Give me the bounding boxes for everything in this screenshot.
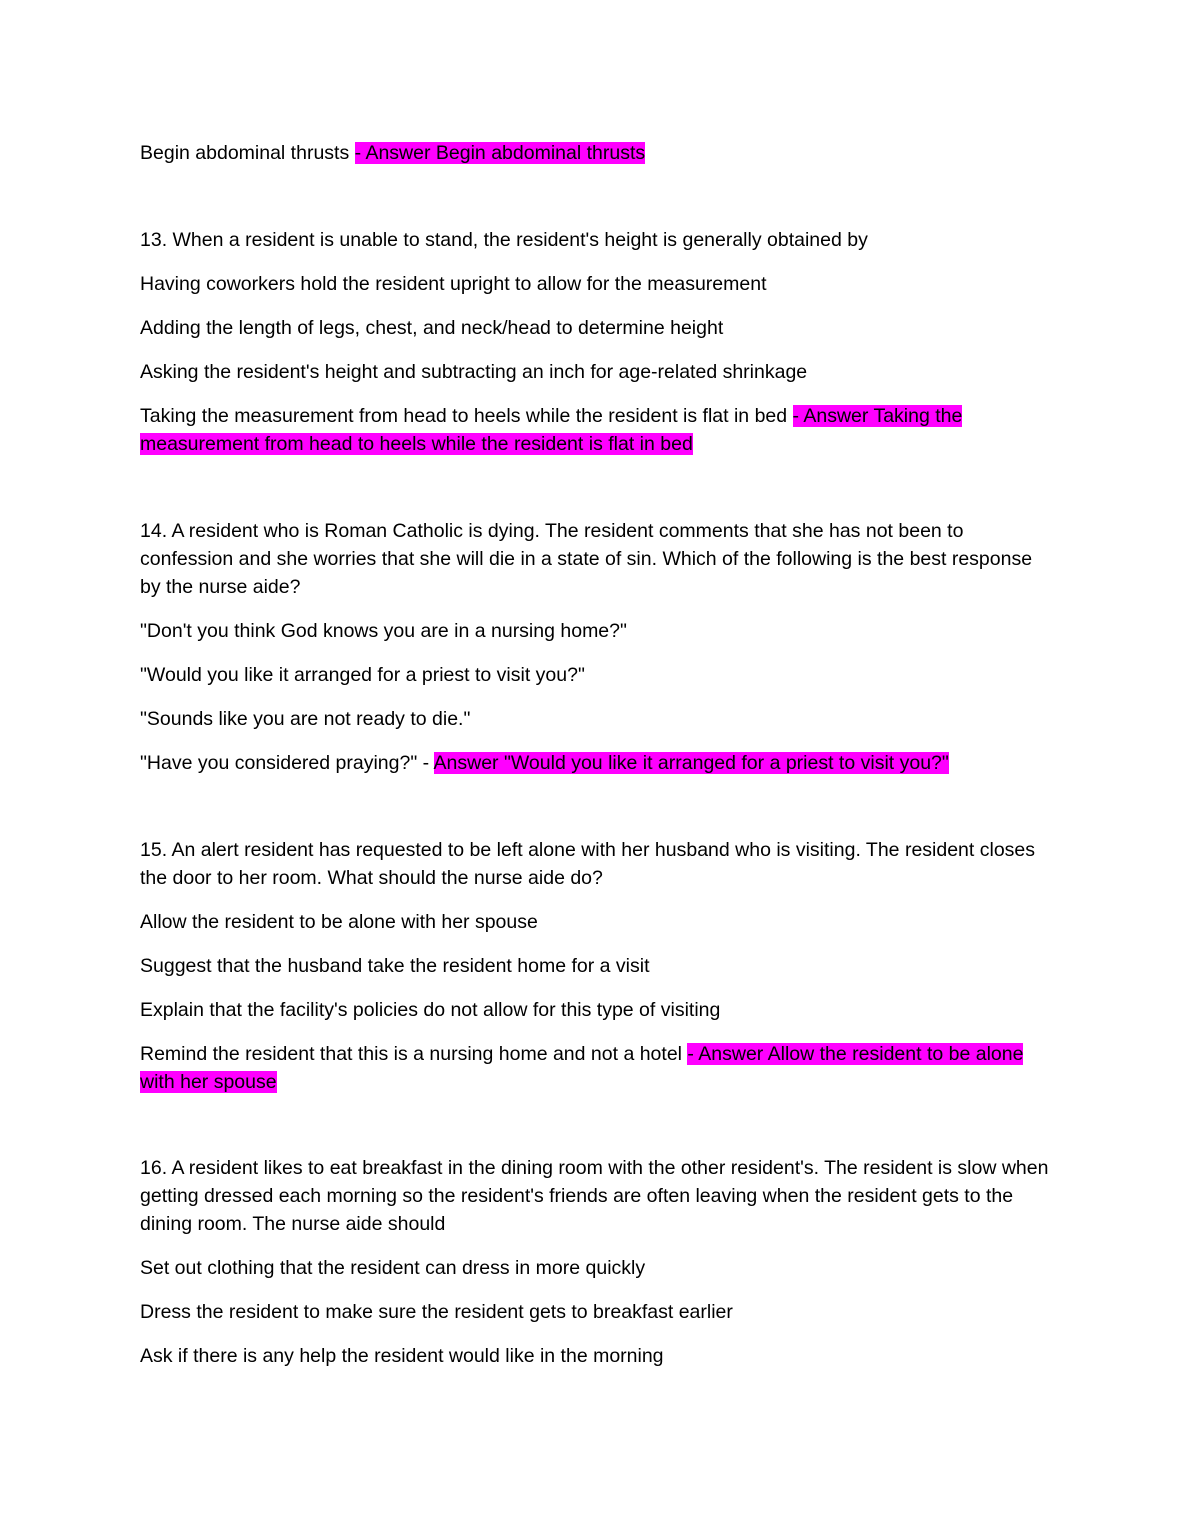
answer-line (140, 139, 1050, 167)
option-b: Suggest that the husband take the resident home for a visit (140, 955, 650, 977)
question-text: 13. When a resident is unable to stand, the resident's height is generally obtained by (140, 229, 868, 251)
answer-highlight: - Answer Begin abdominal thrusts (354, 142, 646, 164)
option-text: Begin abdominal thrusts (140, 142, 355, 164)
question-15 (140, 836, 1050, 1096)
option-b: Adding the length of legs, chest, and neck/head to determine height (140, 317, 724, 339)
option-d-with-answer (140, 402, 1050, 458)
option-d: Taking the measurement from head to heels while the resident is flat in bed (140, 405, 793, 427)
option-c: "Sounds like you are not ready to die." (140, 708, 471, 730)
answer-highlight: Answer "Would you like it arranged for a priest to visit you?" (433, 752, 949, 774)
option-c: Asking the resident's height and subtracting an inch for age-related shrinkage (140, 361, 808, 383)
answer-highlight: - Answer Taking the measurement from head to heels while the resident is flat in bed (140, 405, 963, 455)
option-c: Explain that the facility's policies do not allow for this type of visiting (140, 999, 721, 1021)
option-a: "Don't you think God knows you are in a nursing home?" (140, 620, 627, 642)
option-d: "Have you considered praying?" - (140, 752, 434, 774)
option-a: Having coworkers hold the resident upright to allow for the measurement (140, 273, 767, 295)
option-b: Dress the resident to make sure the resident gets to breakfast earlier (140, 1301, 733, 1323)
option-b: "Would you like it arranged for a priest to visit you?" (140, 664, 585, 686)
question-16 (140, 1154, 1050, 1370)
option-d: Remind the resident that this is a nursing home and not a hotel (140, 1043, 688, 1065)
question-13 (140, 226, 1050, 458)
option-d-with-answer (140, 749, 1050, 777)
question-text: 15. An alert resident has requested to be left alone with her husband who is visiting. The resident closes the door to her room. What should the nurse aide do? (140, 839, 1036, 889)
option-a: Allow the resident to be alone with her spouse (140, 911, 538, 933)
question-14 (140, 517, 1050, 777)
answer-highlight: - Answer Allow the resident to be alone with her spouse (140, 1043, 1024, 1093)
previous-answer-block (140, 139, 1050, 167)
option-d-with-answer (140, 1040, 1050, 1096)
question-text: 16. A resident likes to eat breakfast in the dining room with the other resident's. The resident is slow when getting dressed each morning so the resident's friends are often leaving when the resident gets to the dining room. The nurse aide should (140, 1157, 1049, 1235)
option-a: Set out clothing that the resident can dress in more quickly (140, 1257, 646, 1279)
question-text: 14. A resident who is Roman Catholic is dying. The resident comments that she has not been to confession and she worries that she will die in a state of sin. Which of the following is the best response by the nurse aide? (140, 520, 1033, 598)
option-c: Ask if there is any help the resident would like in the morning (140, 1345, 664, 1367)
